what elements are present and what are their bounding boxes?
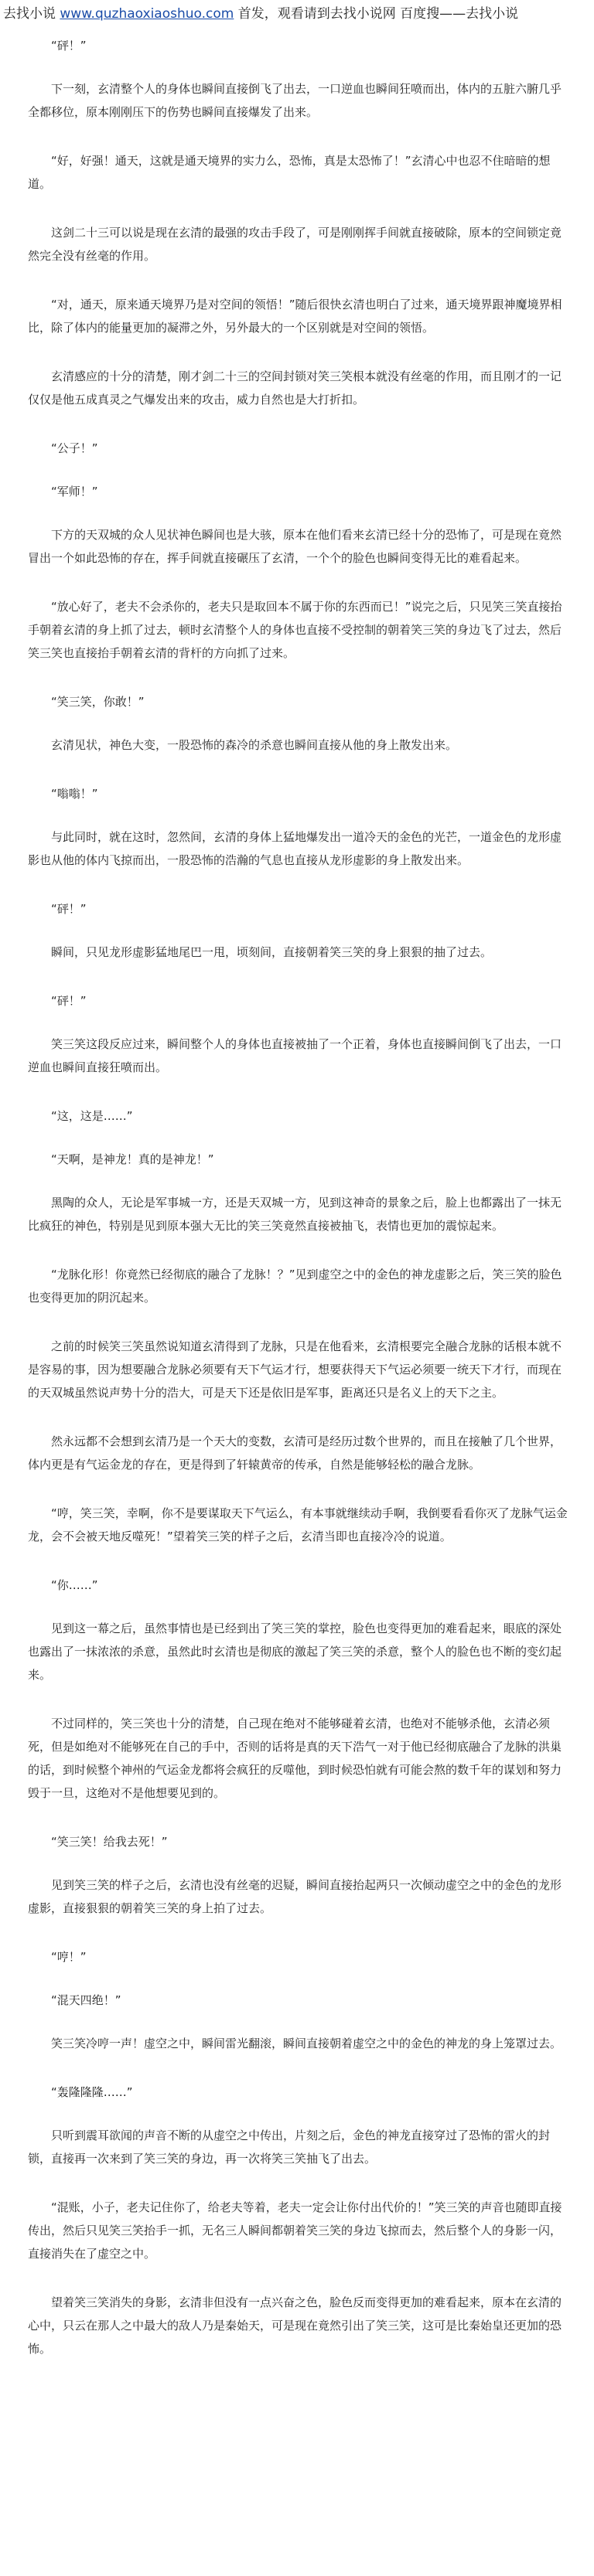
- chapter-paragraph: “砰！”: [51, 902, 87, 916]
- chapter-paragraph: “你……”: [51, 1578, 98, 1592]
- chapter-paragraph: 望着笑三笑消失的身影，玄清非但没有一点兴奋之色，脸色反而变得更加的难看起来，原本在玄清的心中，只云在那人之中最大的敌人乃是秦始天，可是现在竟然引出了笑三笑，这可是比秦始皇还更加的恐怖。: [28, 2295, 562, 2356]
- chapter-paragraph: “轰隆隆隆……”: [51, 2085, 133, 2099]
- chapter-paragraph: “砰！”: [51, 39, 87, 53]
- chapter-paragraph: “放心好了，老夫不会杀你的，老夫只是取回本不属于你的东西而已！”说完之后，只见笑三笑直接抬手朝着玄清的身上抓了过去，顿时玄清整个人的身体也直接不受控制的朝着笑三笑的身边飞了过去，然后笑三笑也直接抬手朝着玄清的背杆的方向抓了过来。: [28, 600, 562, 660]
- header-notice: 首发，观看请到去找小说网 百度搜——去找小说: [237, 6, 519, 22]
- chapter-paragraph: 与此同时，就在这时，忽然间，玄清的身体上猛地爆发出一道冷天的金色的光芒，一道金色的龙形虚影也从他的体内飞掠而出，一股恐怖的浩瀚的气息也直接从龙形虚影的身上散发出来。: [28, 830, 562, 867]
- header-prefix: 去找小说: [3, 6, 56, 22]
- chapter-paragraph: “对，通天，原来通天境界乃是对空间的领悟！”随后很快玄清也明白了过来，通天境界跟神魔境界相比，除了体内的能量更加的凝滞之外，另外最大的一个区别就是对空间的领悟。: [28, 298, 562, 335]
- chapter-paragraph: 黑陶的众人，无论是军事城一方，还是天双城一方，见到这神奇的景象之后，脸上也都露出了一抹无比疯狂的神色，特别是见到原本强大无比的笑三笑竟然直接被抽飞，表情也更加的震惊起来。: [28, 1196, 562, 1233]
- chapter-paragraph: “嗡嗡！”: [51, 787, 98, 801]
- chapter-paragraph: “军师！”: [51, 485, 98, 499]
- chapter-paragraph: 不过同样的，笑三笑也十分的清楚，自己现在绝对不能够碰着玄清，也绝对不能够杀他，玄清必须死，但是如绝对不能够死在自己的手中，否则的话将是真的天下浩气一对于他已经彻底融合了龙脉的洪巢的话，到时候整个神州的气运金龙都将会疯狂的反噬他，到时候恐怕就有可能会熬的数千年的谋划和努力毁于一旦，这绝对不是他想要见到的。: [28, 1717, 562, 1800]
- chapter-paragraph: “天啊，是神龙！真的是神龙！”: [51, 1152, 214, 1166]
- site-link[interactable]: www.quzhaoxiaoshuo.com: [60, 6, 234, 22]
- chapter-paragraph: 见到这一幕之后，虽然事情也是已经到出了笑三笑的掌控，脸色也变得更加的难看起来，眼底的深处也露出了一抹浓浓的杀意，虽然此时玄清也是彻底的激起了笑三笑的杀意，整个人的脸色也不断的变幻起来。: [28, 1621, 562, 1682]
- chapter-paragraph: “哼，笑三笑，幸啊，你不是要谋取天下气运么，有本事就继续动手啊，我倒要看看你灭了龙脉气运金龙，会不会被天地反噬死！”望着笑三笑的样子之后，玄清当即也直接冷冷的说道。: [28, 1506, 568, 1543]
- chapter-paragraph: 只听到震耳欲闻的声音不断的从虚空之中传出，片刻之后，金色的神龙直接穿过了恐怖的雷火的封锁，直接再一次来到了笑三笑的身边，再一次将笑三笑抽飞了出去。: [28, 2129, 551, 2166]
- chapter-paragraph: 玄清见状，神色大变，一股恐怖的森冷的杀意也瞬间直接从他的身上散发出来。: [51, 738, 458, 752]
- chapter-paragraph: 之前的时候笑三笑虽然说知道玄清得到了龙脉，只是在他看来，玄清根要完全融合龙脉的话根本就不是容易的事，因为想要融合龙脉必须要有天下气运才行，想要获得天下气运必须要一统天下才行，而现在的天双城虽然说声势十分的浩大，可是天下还是依旧是军事，距离还只是名义上的天下之主。: [28, 1339, 562, 1400]
- chapter-paragraph: 这剑二十三可以说是现在玄清的最强的攻击手段了，可是刚刚挥手间就直接破除，原本的空间锁定竟然完全没有丝毫的作用。: [28, 226, 562, 263]
- chapter-paragraph: “混账，小子，老夫记住你了，给老夫等着，老夫一定会让你付出代价的！”笑三笑的声音也随即直接传出，然后只见笑三笑抬手一抓，无名三人瞬间都朝着笑三笑的身边飞掠而去，然后整个人的身影一闪，直接消失在了虚空之中。: [28, 2200, 562, 2261]
- chapter-paragraph: 玄清感应的十分的清楚，刚才剑二十三的空间封锁对笑三笑根本就没有丝毫的作用，而且刚才的一记仅仅是他五成真灵之气爆发出来的攻击，威力自然也是大打折扣。: [28, 369, 562, 407]
- chapter-paragraph: “笑三笑，你敢！”: [51, 695, 145, 709]
- chapter-paragraph: “砰！”: [51, 994, 87, 1008]
- chapter-paragraph: “公子！”: [51, 441, 98, 455]
- chapter-paragraph: “这，这是……”: [51, 1109, 133, 1123]
- chapter-paragraph: 瞬间，只见龙形虚影猛地尾巴一甩，顷刻间，直接朝着笑三笑的身上狠狠的抽了过去。: [51, 945, 493, 959]
- chapter-paragraph: 笑三笑这段反应过来，瞬间整个人的身体也直接被抽了一个正着，身体也直接瞬间倒飞了出去，一口逆血也瞬间直接狂喷而出。: [28, 1037, 562, 1074]
- chapter-paragraph: 下方的天双城的众人见状神色瞬间也是大骇，原本在他们看来玄清已经十分的恐怖了，可是现在竟然冒出一个如此恐怖的存在，挥手间就直接碾压了玄清，一个个的脸色也瞬间变得无比的难看起来。: [28, 528, 562, 565]
- chapter-paragraph: “笑三笑！给我去死！”: [51, 1835, 168, 1849]
- chapter-paragraph: “好，好强！通天，这就是通天境界的实力么，恐怖，真是太恐怖了！”玄清心中也忍不住暗暗的想道。: [28, 154, 551, 191]
- chapter-paragraph: 下一刻，玄清整个人的身体也瞬间直接倒飞了出去，一口逆血也瞬间狂喷而出，体内的五脏六腑几乎全都移位，原本刚刚压下的伤势也瞬间直接爆发了出来。: [28, 82, 562, 119]
- chapter-paragraph: “龙脉化形！你竟然已经彻底的融合了龙脉！？”见到虚空之中的金色的神龙虚影之后，笑三笑的脸色也变得更加的阴沉起来。: [28, 1268, 562, 1305]
- chapter-paragraph: 然永远都不会想到玄清乃是一个天大的变数，玄清可是经历过数个世界的，而且在接触了几个世界，体内更是有气运金龙的存在，更是得到了轩辕黄帝的传承，自然是能够轻松的融合龙脉。: [28, 1434, 562, 1472]
- chapter-body: [28, 34, 569, 2386]
- chapter-paragraph: 笑三笑冷哼一声！虚空之中，瞬间雷光翻滚，瞬间直接朝着虚空之中的金色的神龙的身上笼罩过去。: [51, 2037, 562, 2050]
- site-header: [0, 0, 594, 28]
- chapter-paragraph: “哼！”: [51, 1950, 87, 1964]
- chapter-paragraph: “混天四绝！”: [51, 1993, 121, 2007]
- chapter-paragraph: 见到笑三笑的样子之后，玄清也没有丝毫的迟疑，瞬间直接抬起两只一次倾动虚空之中的金色的龙形虚影，直接狠狠的朝着笑三笑的身上拍了过去。: [28, 1878, 562, 1915]
